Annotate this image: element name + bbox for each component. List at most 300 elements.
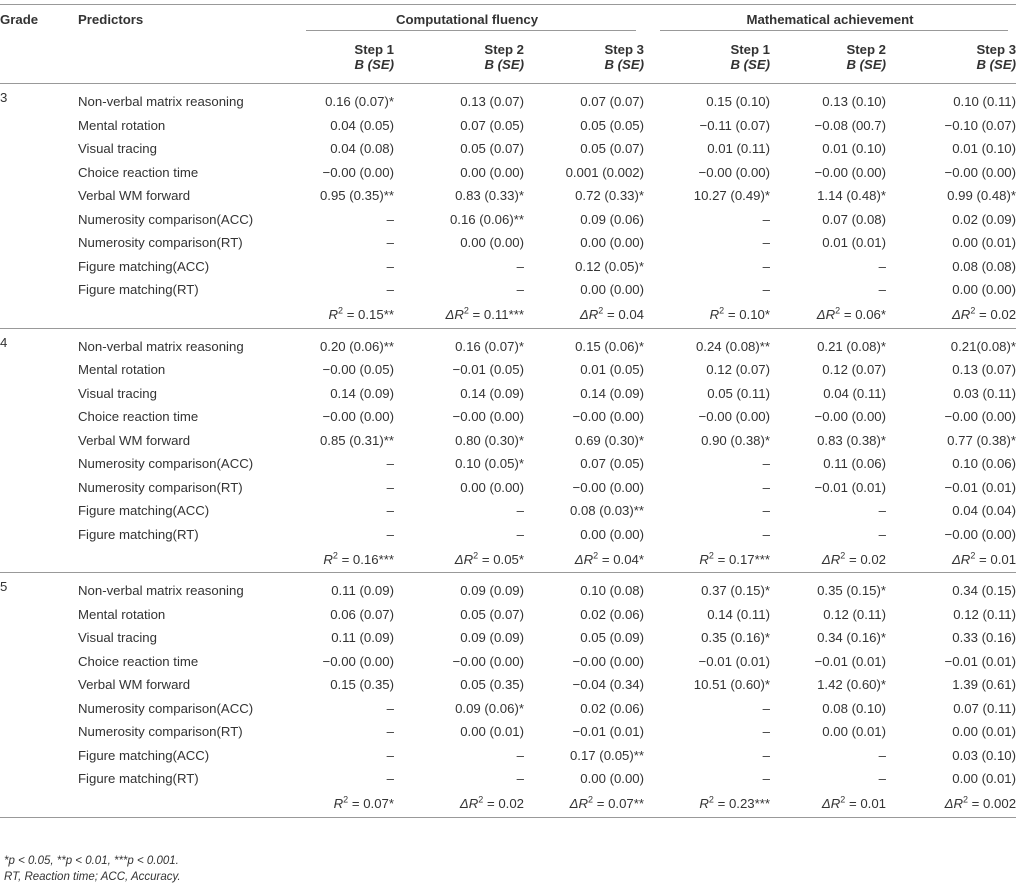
coefficient-cell: −0.08 (00.7): [814, 117, 887, 133]
coefficient-cell: 0.05 (0.07): [460, 141, 524, 157]
r-squared-cell: [290, 791, 394, 818]
coefficient-cell: 0.00 (0.01): [460, 724, 524, 740]
r-squared-value: = 0.02: [845, 551, 887, 567]
r-squared-cell: [394, 791, 524, 818]
coefficient-cell: 0.07 (0.08): [822, 211, 887, 227]
r-squared-symbol: ΔR: [454, 551, 474, 567]
predictor-cell: Verbal WM forward: [78, 677, 191, 693]
predictor-cell: Numerosity comparison(ACC): [78, 456, 254, 472]
coefficient-cell: –: [386, 724, 394, 740]
computational-fluency-header: [290, 5, 644, 34]
coefficient-cell: –: [386, 282, 394, 298]
coefficient-cell: −0.00 (0.00): [452, 653, 524, 669]
coefficient-cell: –: [762, 503, 771, 519]
coefficient-cell: 0.83 (0.33)*: [455, 188, 524, 204]
predictor-cell: Figure matching(RT): [78, 282, 199, 298]
r-squared-cell: [524, 791, 644, 818]
table-row: [0, 161, 1016, 185]
r-squared-value: = 0.06*: [840, 307, 887, 322]
r-squared-exponent: 2: [835, 305, 841, 316]
table-row: [0, 767, 1016, 791]
r-squared-value: = 0.02: [483, 796, 524, 811]
coefficient-cell: 0.00 (0.01): [952, 724, 1016, 740]
coefficient-cell: −0.00 (0.00): [944, 526, 1016, 542]
coefficient-cell: 0.33 (0.16): [952, 630, 1016, 646]
coefficient-cell: –: [516, 503, 524, 519]
table-row: [0, 137, 1016, 161]
r-squared-cell: [394, 546, 524, 573]
coefficient-cell: 0.16 (0.07)*: [325, 94, 394, 110]
coefficient-cell: 0.05 (0.35): [460, 677, 524, 693]
coefficient-cell: −0.00 (0.00): [944, 409, 1016, 425]
coefficient-cell: 0.00 (0.00): [580, 526, 645, 542]
grade-cell: 5: [0, 579, 8, 594]
coefficient-cell: 0.85 (0.31)**: [319, 432, 394, 448]
coefficient-cell: 0.06 (0.07): [330, 606, 394, 622]
r-squared-value: = 0.04: [603, 307, 645, 322]
r-squared-exponent: 2: [332, 550, 338, 561]
predictor-cell: Figure matching(RT): [78, 526, 199, 542]
table-row: [0, 114, 1016, 138]
coefficient-cell: −0.01 (0.01): [944, 653, 1016, 669]
coefficient-cell: –: [762, 724, 771, 740]
table-row: [0, 603, 1016, 627]
r-squared-value: = 0.01: [975, 551, 1016, 567]
table-row: [0, 744, 1016, 768]
coefficient-cell: 0.001 (0.002): [565, 164, 645, 180]
r-squared-symbol: ΔR: [944, 796, 963, 811]
b-se-header: B (SE): [886, 57, 1016, 84]
coefficient-cell: −0.00 (0.00): [322, 164, 394, 180]
step-header: Step 1: [730, 42, 771, 57]
predictor-cell: Non-verbal matrix reasoning: [78, 338, 244, 354]
predictor-cell: Numerosity comparison(RT): [78, 235, 243, 251]
table-header: [0, 5, 1016, 84]
coefficient-cell: 0.05 (0.07): [460, 606, 524, 622]
coefficient-cell: −0.00 (0.00): [572, 653, 645, 669]
coefficient-cell: 0.08 (0.03)**: [569, 503, 645, 519]
coefficient-cell: 0.08 (0.10): [822, 700, 887, 716]
coefficient-cell: 0.00 (0.00): [460, 479, 524, 495]
coefficient-cell: 0.14 (0.09): [460, 385, 524, 401]
coefficient-cell: 0.07 (0.05): [580, 456, 645, 472]
coefficient-cell: 0.07 (0.11): [953, 700, 1016, 716]
table-row: [0, 523, 1016, 547]
predictor-cell: Choice reaction time: [78, 409, 199, 425]
computational-fluency-label: Computational fluency: [395, 11, 539, 27]
coefficient-cell: 0.15 (0.35): [330, 677, 394, 693]
coefficient-cell: −0.00 (0.00): [572, 479, 645, 495]
coefficient-cell: 0.04 (0.11): [823, 385, 887, 401]
r-squared-cell: [770, 302, 886, 329]
coefficient-cell: –: [878, 503, 887, 519]
r-squared-value: = 0.07*: [348, 796, 394, 811]
coefficient-cell: 0.69 (0.30)*: [575, 432, 645, 448]
coefficient-cell: –: [878, 258, 887, 274]
predictor-cell: Visual tracing: [78, 630, 157, 646]
r-squared-value: = 0.01: [845, 796, 887, 811]
coefficient-cell: 0.00 (0.00): [580, 235, 645, 251]
coefficient-cell: −0.04 (0.34): [572, 677, 645, 693]
table-row: [0, 358, 1016, 382]
coefficient-cell: −0.00 (0.00): [944, 164, 1016, 180]
coefficient-cell: −0.00 (0.05): [322, 362, 394, 378]
r-squared-symbol: R: [333, 796, 344, 811]
table-row: [0, 255, 1016, 279]
r-squared-exponent: 2: [708, 550, 714, 561]
r-squared-value: = 0.02: [975, 307, 1016, 322]
r-squared-value: = 0.23***: [713, 796, 771, 811]
r-squared-exponent: 2: [708, 794, 714, 805]
r-squared-symbol: ΔR: [816, 307, 836, 322]
coefficient-cell: −0.01 (0.01): [698, 653, 771, 669]
step-header: Step 3: [604, 42, 645, 57]
table-row: [0, 626, 1016, 650]
predictor-cell: Figure matching(ACC): [78, 258, 210, 274]
coefficient-cell: 0.09 (0.06): [580, 211, 645, 227]
coefficient-cell: 0.05 (0.05): [580, 117, 645, 133]
r-squared-cell: [394, 302, 524, 329]
r-squared-cell: [644, 546, 770, 573]
coefficient-cell: 0.10 (0.11): [953, 94, 1016, 110]
coefficient-cell: −0.00 (0.00): [572, 409, 645, 425]
r-squared-value: = 0.04*: [598, 551, 645, 567]
coefficient-cell: −0.00 (0.00): [322, 653, 394, 669]
table-row: [0, 720, 1016, 744]
coefficient-cell: 0.13 (0.07): [460, 94, 524, 110]
mathematical-achievement-label: Mathematical achievement: [746, 11, 914, 27]
predictor-cell: Mental rotation: [78, 606, 166, 622]
predictor-cell: Numerosity comparison(ACC): [78, 700, 254, 716]
coefficient-cell: 0.34 (0.16)*: [817, 630, 887, 646]
r-squared-cell: [524, 302, 644, 329]
r-squared-symbol: R: [699, 796, 709, 811]
b-se-header: B (SE): [394, 57, 524, 84]
coefficient-cell: 0.04 (0.05): [330, 117, 394, 133]
coefficient-cell: 0.15 (0.10): [706, 94, 771, 110]
r-squared-exponent: 2: [962, 794, 968, 805]
coefficient-cell: 0.34 (0.15): [952, 583, 1016, 599]
r-squared-exponent: 2: [719, 305, 725, 316]
r-squared-exponent: 2: [970, 550, 976, 561]
coefficient-cell: −0.00 (0.00): [452, 409, 524, 425]
coefficient-cell: –: [516, 282, 524, 298]
coefficient-cell: –: [878, 526, 887, 542]
coefficient-cell: 0.14 (0.09): [330, 385, 394, 401]
coefficient-cell: –: [516, 771, 524, 787]
table-body: [0, 84, 1016, 818]
r-squared-symbol: ΔR: [951, 307, 971, 322]
coefficient-cell: 0.95 (0.35)**: [319, 188, 394, 204]
coefficient-cell: –: [762, 771, 771, 787]
coefficient-cell: 0.77 (0.38)*: [947, 432, 1016, 448]
coefficient-cell: –: [762, 479, 771, 495]
step-header: Step 3: [976, 42, 1016, 57]
coefficient-cell: –: [386, 456, 394, 472]
coefficient-cell: –: [386, 503, 394, 519]
coefficient-cell: 0.00 (0.00): [460, 235, 524, 251]
coefficient-cell: –: [386, 235, 394, 251]
r-squared-symbol: R: [699, 551, 709, 567]
coefficient-cell: 0.03 (0.11): [953, 385, 1016, 401]
table-row: [0, 573, 1016, 603]
coefficient-cell: 0.00 (0.00): [460, 164, 524, 180]
r-squared-exponent: 2: [588, 794, 594, 805]
r-squared-exponent: 2: [343, 794, 349, 805]
table-row: [0, 673, 1016, 697]
coefficient-cell: 0.07 (0.05): [460, 117, 524, 133]
coefficient-cell: 0.00 (0.01): [952, 235, 1016, 251]
predictor-cell: Verbal WM forward: [78, 188, 191, 204]
coefficient-cell: 0.12 (0.11): [823, 606, 887, 622]
table-row: [0, 697, 1016, 721]
coefficient-cell: 0.12 (0.05)*: [575, 258, 645, 274]
r-squared-cell: [290, 546, 394, 573]
r-squared-symbol: R: [328, 307, 339, 322]
r-squared-cell: [886, 302, 1016, 329]
coefficient-cell: −0.00 (0.00): [698, 409, 771, 425]
r-squared-value: = 0.05*: [478, 551, 524, 567]
r-squared-row: [0, 791, 1016, 818]
coefficient-cell: 0.20 (0.06)**: [319, 338, 394, 354]
r-squared-exponent: 2: [598, 305, 604, 316]
coefficient-cell: –: [762, 456, 771, 472]
r-squared-exponent: 2: [463, 305, 469, 316]
coefficient-cell: 0.01 (0.11): [707, 141, 771, 157]
coefficient-cell: –: [386, 747, 394, 763]
coefficient-cell: 0.09 (0.09): [460, 630, 524, 646]
coefficient-cell: 0.12 (0.11): [953, 606, 1016, 622]
predictor-cell: Visual tracing: [78, 385, 157, 401]
predictors-header: Predictors: [78, 11, 144, 27]
coefficient-cell: –: [878, 747, 887, 763]
coefficient-cell: 0.14 (0.09): [580, 385, 645, 401]
coefficient-cell: –: [762, 700, 771, 716]
coefficient-cell: 0.80 (0.30)*: [455, 432, 524, 448]
r-squared-cell: [770, 546, 886, 573]
coefficient-cell: 0.17 (0.05)**: [569, 747, 645, 763]
coefficient-cell: 10.51 (0.60)*: [693, 677, 771, 693]
coefficient-cell: 0.90 (0.38)*: [701, 432, 771, 448]
r-squared-exponent: 2: [593, 550, 599, 561]
r-squared-cell: [886, 791, 1016, 818]
coefficient-cell: 0.01 (0.10): [822, 141, 887, 157]
step-header: Step 2: [846, 42, 887, 57]
r-squared-symbol: ΔR: [459, 796, 479, 811]
coefficient-cell: 0.12 (0.07): [822, 362, 887, 378]
coefficient-cell: 0.21(0.08)*: [950, 338, 1016, 354]
coefficient-cell: –: [878, 282, 887, 298]
coefficient-cell: –: [516, 526, 524, 542]
coefficient-cell: 0.00 (0.00): [952, 282, 1016, 298]
r-squared-symbol: ΔR: [821, 796, 841, 811]
coefficient-cell: 0.03 (0.10): [952, 747, 1016, 763]
predictor-cell: Numerosity comparison(RT): [78, 724, 243, 740]
table-row: [0, 278, 1016, 302]
coefficient-cell: 0.13 (0.07): [952, 362, 1016, 378]
predictor-cell: Numerosity comparison(ACC): [78, 211, 254, 227]
coefficient-cell: 0.05 (0.07): [580, 141, 645, 157]
predictor-cell: Figure matching(ACC): [78, 747, 210, 763]
step-header: Step 1: [354, 42, 394, 57]
coefficient-cell: 10.27 (0.49)*: [693, 188, 771, 204]
coefficient-cell: 0.37 (0.15)*: [701, 583, 771, 599]
coefficient-cell: 0.10 (0.08): [580, 583, 645, 599]
b-se-header: B (SE): [290, 57, 394, 84]
coefficient-cell: –: [762, 235, 771, 251]
coefficient-cell: −0.00 (0.00): [814, 164, 887, 180]
coefficient-cell: –: [386, 700, 394, 716]
coefficient-cell: −0.00 (0.00): [322, 409, 394, 425]
r-squared-cell: [644, 302, 770, 329]
coefficient-cell: 0.09 (0.09): [460, 583, 524, 599]
r-squared-exponent: 2: [840, 550, 846, 561]
regression-table: [0, 4, 1016, 818]
r-squared-value: = 0.17***: [713, 551, 771, 567]
coefficient-cell: −0.01 (0.01): [944, 479, 1016, 495]
b-se-header: B (SE): [770, 57, 886, 84]
r-squared-exponent: 2: [473, 550, 479, 561]
table-row: [0, 429, 1016, 453]
coefficient-cell: –: [386, 211, 394, 227]
r-squared-row: [0, 302, 1016, 329]
coefficient-cell: 0.00 (0.00): [580, 282, 645, 298]
coefficient-cell: 0.08 (0.08): [952, 258, 1016, 274]
coefficient-cell: –: [878, 771, 887, 787]
coefficient-cell: 0.02 (0.09): [952, 211, 1016, 227]
coefficient-cell: −0.00 (0.00): [698, 164, 771, 180]
table-row: [0, 452, 1016, 476]
table-row: [0, 84, 1016, 114]
r-squared-cell: [886, 546, 1016, 573]
coefficient-cell: 0.14 (0.11): [707, 606, 771, 622]
coefficient-cell: 0.10 (0.05)*: [455, 456, 524, 472]
predictor-cell: Choice reaction time: [78, 164, 199, 180]
r-squared-exponent: 2: [970, 305, 976, 316]
r-squared-symbol: ΔR: [445, 307, 464, 322]
predictor-cell: Non-verbal matrix reasoning: [78, 583, 244, 599]
r-squared-symbol: ΔR: [951, 551, 971, 567]
coefficient-cell: 0.24 (0.08)**: [695, 338, 771, 354]
coefficient-cell: 0.05 (0.09): [580, 630, 645, 646]
r-squared-value: = 0.11***: [468, 307, 524, 322]
predictor-cell: Mental rotation: [78, 117, 166, 133]
coefficient-cell: –: [386, 526, 394, 542]
coefficient-cell: 0.01 (0.05): [580, 362, 645, 378]
coefficient-cell: 0.00 (0.00): [580, 771, 645, 787]
table-row: [0, 499, 1016, 523]
r-squared-exponent: 2: [478, 794, 484, 805]
coefficient-cell: −0.01 (0.01): [572, 724, 645, 740]
coefficient-cell: 0.15 (0.06)*: [575, 338, 645, 354]
coefficient-cell: 1.42 (0.60)*: [817, 677, 887, 693]
coefficient-cell: 0.72 (0.33)*: [575, 188, 645, 204]
predictor-cell: Figure matching(ACC): [78, 503, 210, 519]
predictor-cell: Choice reaction time: [78, 653, 199, 669]
coefficient-cell: –: [762, 747, 771, 763]
coefficient-cell: –: [516, 258, 524, 274]
r-squared-cell: [644, 791, 770, 818]
r-squared-symbol: R: [323, 551, 333, 567]
coefficient-cell: –: [516, 747, 524, 763]
r-squared-exponent: 2: [840, 794, 846, 805]
grade-header: Grade: [0, 11, 39, 27]
coefficient-cell: −0.01 (0.01): [814, 479, 887, 495]
coefficient-cell: −0.01 (0.01): [814, 653, 887, 669]
coefficient-cell: –: [386, 258, 394, 274]
coefficient-cell: 0.21 (0.08)*: [817, 338, 887, 354]
coefficient-cell: 0.10 (0.06): [952, 456, 1016, 472]
coefficient-cell: 0.83 (0.38)*: [817, 432, 887, 448]
coefficient-cell: 0.01 (0.10): [952, 141, 1016, 157]
step-header: Step 2: [484, 42, 524, 57]
r-squared-value: = 0.002: [968, 796, 1016, 811]
coefficient-cell: 0.07 (0.07): [580, 94, 645, 110]
predictor-cell: Visual tracing: [78, 141, 157, 157]
coefficient-cell: –: [762, 526, 771, 542]
r-squared-symbol: ΔR: [569, 796, 589, 811]
table-row: [0, 405, 1016, 429]
table-row: [0, 328, 1016, 358]
r-squared-symbol: ΔR: [579, 307, 599, 322]
coefficient-cell: 0.00 (0.01): [822, 724, 887, 740]
table-row: [0, 208, 1016, 232]
r-squared-symbol: R: [709, 307, 720, 322]
coefficient-cell: 0.11 (0.09): [331, 630, 394, 646]
r-squared-exponent: 2: [338, 305, 344, 316]
coefficient-cell: –: [386, 479, 394, 495]
grade-cell: 4: [0, 334, 8, 350]
table-row: [0, 650, 1016, 674]
coefficient-cell: 0.11 (0.06): [823, 456, 887, 472]
coefficient-cell: 0.12 (0.07): [706, 362, 771, 378]
coefficient-cell: –: [386, 771, 394, 787]
table-notes: [4, 853, 181, 885]
predictor-cell: Non-verbal matrix reasoning: [78, 94, 244, 110]
coefficient-cell: 0.02 (0.06): [580, 700, 645, 716]
coefficient-cell: −0.00 (0.00): [814, 409, 887, 425]
b-se-header: B (SE): [524, 57, 644, 84]
coefficient-cell: 0.05 (0.11): [707, 385, 771, 401]
predictor-cell: Numerosity comparison(RT): [78, 479, 243, 495]
coefficient-cell: 0.16 (0.07)*: [455, 338, 524, 354]
coefficient-cell: 0.11 (0.09): [331, 583, 394, 599]
predictor-cell: Mental rotation: [78, 362, 166, 378]
predictor-cell: Verbal WM forward: [78, 432, 191, 448]
coefficient-cell: 0.13 (0.10): [822, 94, 887, 110]
r-squared-symbol: ΔR: [821, 551, 841, 567]
coefficient-cell: 1.14 (0.48)*: [817, 188, 887, 204]
coefficient-cell: 0.02 (0.06): [580, 606, 645, 622]
coefficient-cell: 0.01 (0.01): [822, 235, 887, 251]
predictor-cell: Figure matching(RT): [78, 771, 199, 787]
coefficient-cell: 0.00 (0.01): [952, 771, 1016, 787]
r-squared-row: [0, 546, 1016, 573]
coefficient-cell: 0.99 (0.48)*: [947, 188, 1016, 204]
coefficient-cell: −0.11 (0.07): [699, 117, 771, 133]
r-squared-cell: [770, 791, 886, 818]
mathematical-achievement-header: [644, 5, 1016, 34]
grade-cell: 3: [0, 90, 8, 105]
coefficient-cell: 0.16 (0.06)**: [449, 211, 524, 227]
b-se-header: B (SE): [644, 57, 770, 84]
coefficient-cell: –: [762, 258, 771, 274]
r-squared-value: = 0.10*: [724, 307, 771, 322]
coefficient-cell: 0.04 (0.04): [952, 503, 1016, 519]
coefficient-cell: 0.35 (0.15)*: [817, 583, 887, 599]
coefficient-cell: 0.04 (0.08): [330, 141, 394, 157]
table-row: [0, 476, 1016, 500]
